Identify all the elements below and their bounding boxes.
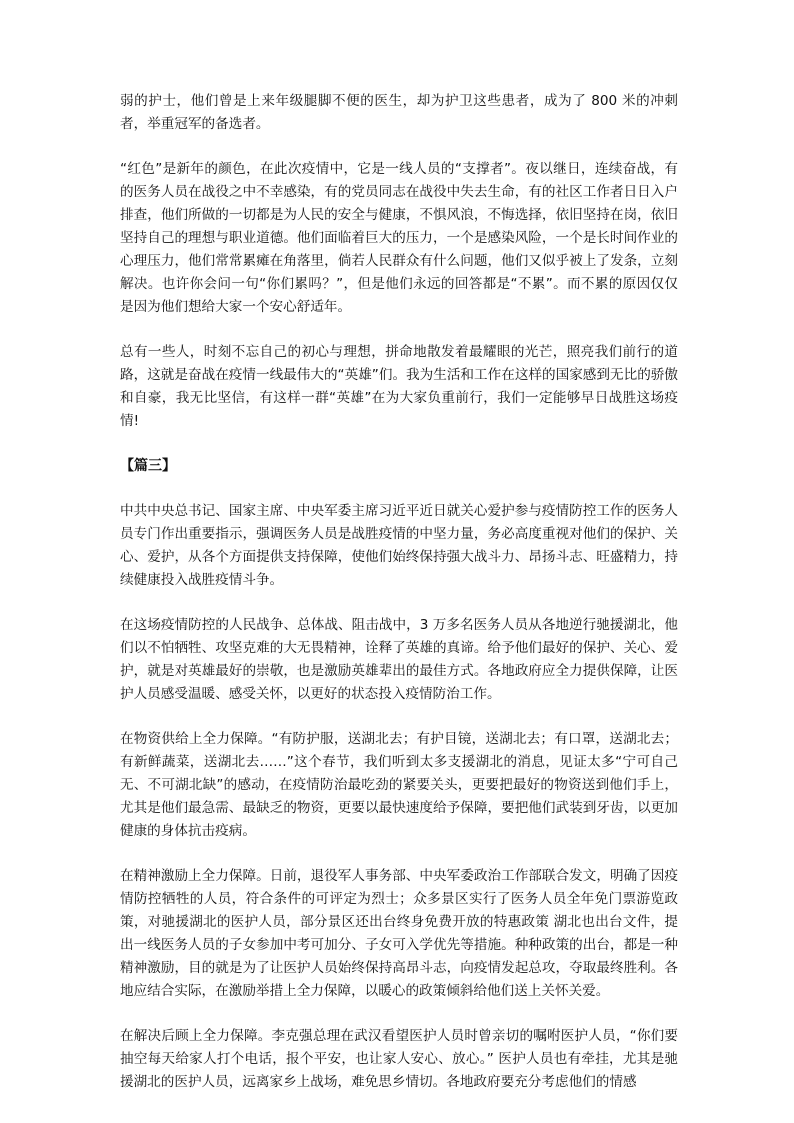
paragraph-2: “红色”是新年的颜色，在此次疫情中，它是一线人员的“支撑者”。夜以继日，连续奋战，有的医务人员在战役之中不幸感染，有的党员同志在战役中失去生命，有的社区工作者日日入户排查，他们所做的一切都是为人民的安全与健康，不惧风浪，不悔选择，依旧坚持在岗，依旧坚持自己的理想与职业道德。他们面临着巨大的压力，一个是感染风险，一个是长时间作业的心理压力，他们常常累瘫在角落里，倘若人民群众有什么问题，他们又似乎被上了发条，立刻解决。也许你会问一句“你们累吗？”，但是他们永远的回答都是“不累”。而不累的原因仅仅是因为他们想给大家一个安心舒适年。 [120, 161, 678, 315]
section-paragraph-4: 在精神激励上全力保障。日前，退役军人事务部、中央军委政治工作部联合发文，明确了因疫情防控牺牲的人员，符合条件的可评定为烈士；众多景区实行了医务人员全年免门票游览政策，对驰援湖北的医护人员，部分景区还出台终身免费开放的特惠政策 湖北也出台文件，提出一线医务人员的子女参加中考可加分、子女可入学优先等措施。种种政策的出台，都是一种精神激励，目的就是为了让医护人员始终保持高昂斗志，向疫情发起总攻，夺取最终胜利。各地应结合实际，在激励举措上全力保障，以暖心的政策倾斜给他们送上关怀关爱。 [120, 868, 678, 999]
section-paragraph-2: 在这场疫情防控的人民战争、总体战、阻击战中，3 万多名医务人员从各地逆行驰援湖北，他们以不怕牺牲、攻坚克难的大无畏精神，诠释了英雄的真谛。给予他们最好的保护、关心、爱护，就是对英雄最好的崇敬，也是激励英雄辈出的最佳方式。各地政府应全力提供保障，让医护人员感受温暖、感受关怀，以更好的状态投入疫情防治工作。 [120, 617, 678, 702]
paragraph-1: 弱的护士，他们曾是上来年级腿脚不便的医生，却为护卫这些患者，成为了 800 米的冲刺者，举重冠军的备选者。 [120, 93, 678, 132]
section-paragraph-5: 在解决后顾上全力保障。李克强总理在武汉看望医护人员时曾亲切的嘱咐医护人员，“你们要抽空每天给家人打个电话，报个平安，也让家人安心、放心。” 医护人员也有牵挂，尤其是驰援湖北的医护人员，远离家乡上战场，难免思乡情切。各地政府要充分考虑他们的情感 [120, 1028, 678, 1090]
section-paragraph-3: 在物资供给上全力保障。“有防护服，送湖北去；有护目镜，送湖北去；有口罩，送湖北去；有新鲜蔬菜，送湖北去……”这个春节，我们听到太多支援湖北的消息，见证太多“宁可自己无、不可湖北缺”的感动，在疫情防治最吃劲的紧要关头，更要把最好的物资送到他们手上，尤其是他们最急需、最缺乏的物资，更要以最快速度给予保障，要把他们武装到牙齿，以更加健康的身体抗击疫病。 [120, 731, 678, 839]
section-paragraph-1: 中共中央总书记、国家主席、中央军委主席习近平近日就关心爱护参与疫情防控工作的医务人员专门作出重要指示，强调医务人员是战胜疫情的中坚力量，务必高度重视对他们的保护、关心、爱护，从各个方面提供支持保障，使他们始终保持强大战斗力、昂扬斗志、旺盛精力，持续健康投入战胜疫情斗争。 [120, 503, 678, 588]
paragraph-3: 总有一些人，时刻不忘自己的初心与理想，拼命地散发着最耀眼的光芒，照亮我们前行的道路，这就是奋战在疫情一线最伟大的“英雄”们。我为生活和工作在这样的国家感到无比的骄傲和自豪，我无比坚信，有这样一群“英雄”在为大家负重前行，我们一定能够早日战胜这场疫情! [120, 344, 678, 429]
section-heading: 【篇三】 [120, 458, 176, 474]
